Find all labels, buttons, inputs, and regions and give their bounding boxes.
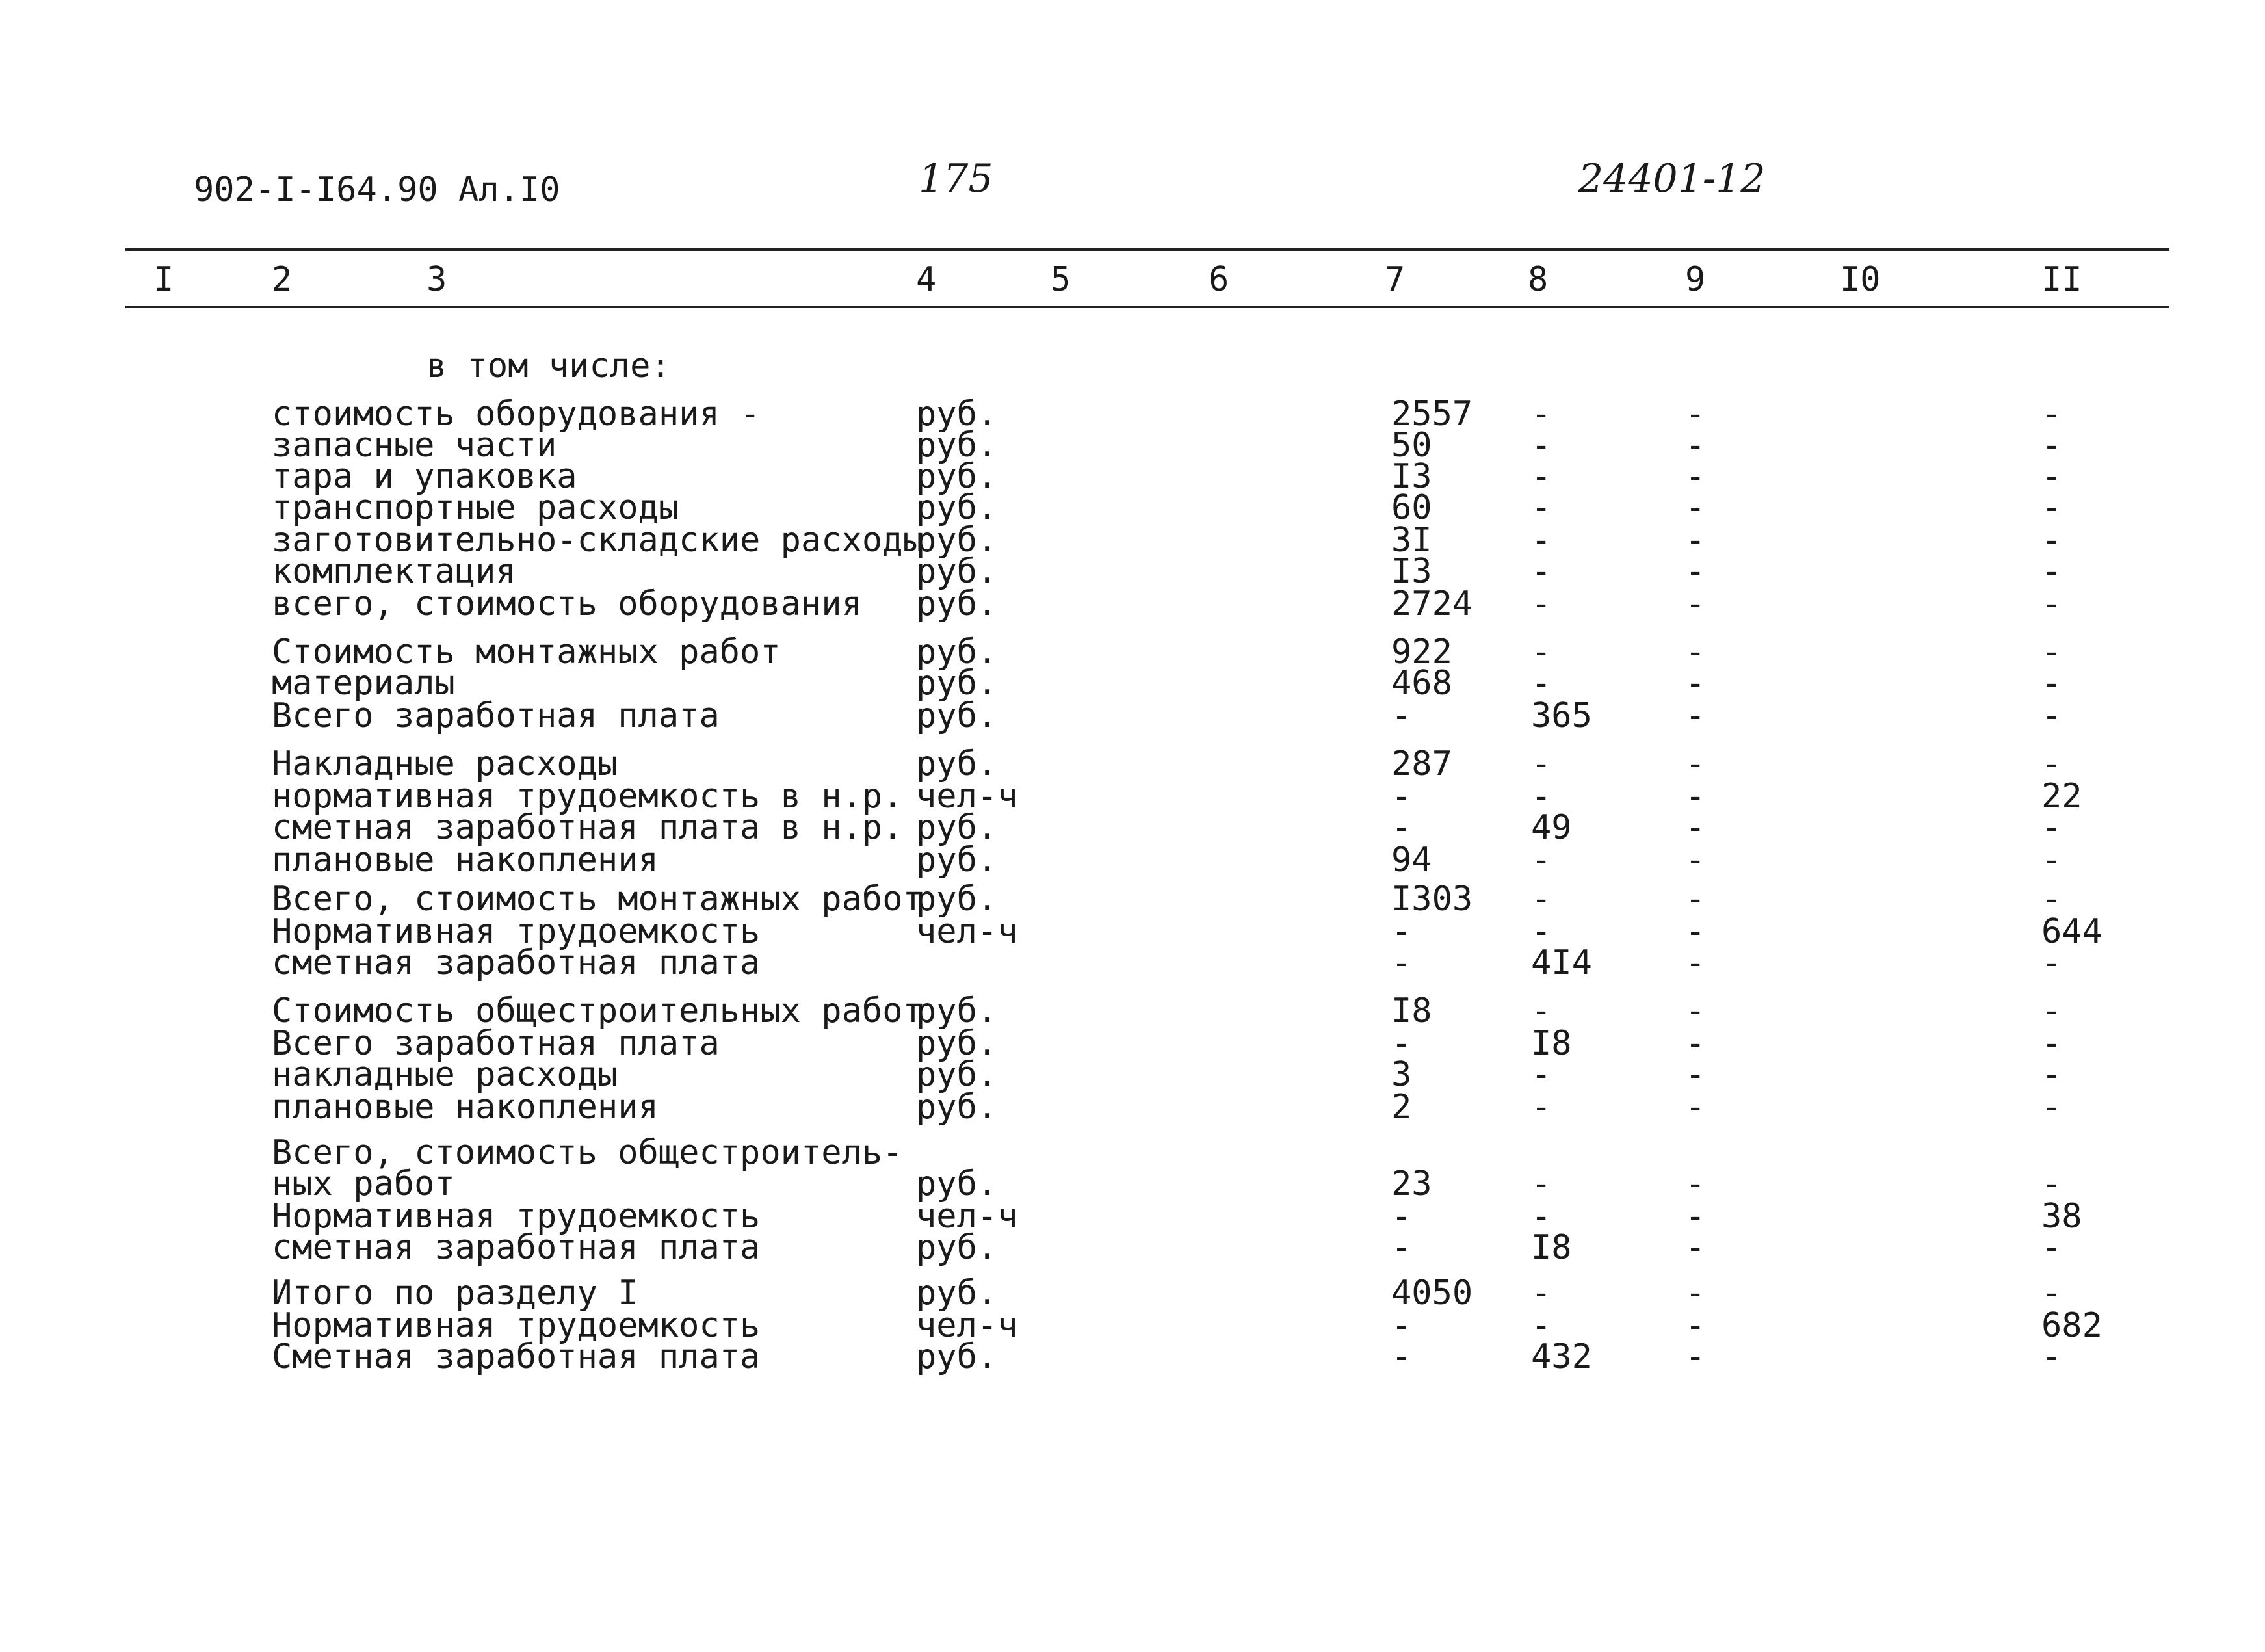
col7-value: 468 bbox=[1391, 664, 1452, 703]
col9-value: - bbox=[1685, 488, 1706, 527]
col7-value: - bbox=[1391, 912, 1412, 951]
row-name: Всего, стоимость монтажных работ bbox=[272, 880, 923, 919]
row-name: сметная заработная плата bbox=[272, 943, 761, 982]
row-name: транспортные расходы bbox=[272, 488, 679, 527]
row-name: ных работ bbox=[272, 1164, 455, 1203]
row-unit: руб. bbox=[916, 457, 998, 496]
column-number: 2 bbox=[272, 260, 293, 299]
col11-value: - bbox=[2041, 841, 2062, 880]
col9-value: - bbox=[1685, 521, 1706, 560]
col11-value: - bbox=[2041, 457, 2062, 496]
col11-value: - bbox=[2041, 426, 2062, 465]
col11-value: - bbox=[2041, 808, 2062, 847]
col7-value: - bbox=[1391, 777, 1412, 816]
col8-value: - bbox=[1531, 457, 1552, 496]
column-number: 6 bbox=[1209, 260, 1229, 299]
col8-value: - bbox=[1531, 1197, 1552, 1236]
table-row bbox=[0, 1055, 2265, 1094]
col7-value: 60 bbox=[1391, 488, 1432, 527]
col11-value: - bbox=[2041, 488, 2062, 527]
row-name: комплектация bbox=[272, 552, 516, 591]
row-unit: руб. bbox=[916, 426, 998, 465]
row-unit: руб. bbox=[916, 1024, 998, 1063]
col9-value: - bbox=[1685, 1274, 1706, 1313]
row-unit: руб. bbox=[916, 664, 998, 703]
col7-value: I3 bbox=[1391, 457, 1432, 496]
table-row bbox=[0, 991, 2265, 1030]
col9-value: - bbox=[1685, 1164, 1706, 1203]
row-unit: руб. bbox=[916, 633, 998, 672]
col11-value: 644 bbox=[2041, 912, 2102, 951]
col7-value: 3I bbox=[1391, 521, 1432, 560]
col9-value: - bbox=[1685, 457, 1706, 496]
col8-value: - bbox=[1531, 1164, 1552, 1203]
subheading: в том числе: bbox=[426, 347, 671, 386]
row-name: материалы bbox=[272, 664, 455, 703]
table-row bbox=[0, 696, 2265, 735]
col9-value: - bbox=[1685, 880, 1706, 919]
table-row bbox=[0, 880, 2265, 919]
top-rule bbox=[125, 248, 2169, 251]
row-name: тара и упаковка bbox=[272, 457, 577, 496]
column-number: 9 bbox=[1685, 260, 1706, 299]
col7-value: 2724 bbox=[1391, 584, 1473, 623]
col8-value: - bbox=[1531, 552, 1552, 591]
col9-value: - bbox=[1685, 1055, 1706, 1094]
col7-value: I8 bbox=[1391, 991, 1432, 1030]
row-unit: чел-ч bbox=[916, 912, 1018, 951]
col8-value: - bbox=[1531, 584, 1552, 623]
col11-value: - bbox=[2041, 552, 2062, 591]
row-unit: руб. bbox=[916, 1164, 998, 1203]
col11-value: - bbox=[2041, 1088, 2062, 1127]
col7-value: 4050 bbox=[1391, 1274, 1473, 1313]
col8-value: - bbox=[1531, 991, 1552, 1030]
table-row bbox=[0, 488, 2265, 527]
col7-value: 3 bbox=[1391, 1055, 1412, 1094]
col7-value: 94 bbox=[1391, 841, 1432, 880]
col11-value: - bbox=[2041, 943, 2062, 982]
col9-value: - bbox=[1685, 943, 1706, 982]
column-number-row bbox=[0, 260, 2265, 306]
row-unit: руб. bbox=[916, 1337, 998, 1376]
table-row bbox=[0, 1164, 2265, 1203]
row-unit: руб. bbox=[916, 991, 998, 1030]
col8-value: - bbox=[1531, 1055, 1552, 1094]
col9-value: - bbox=[1685, 664, 1706, 703]
row-unit: руб. bbox=[916, 521, 998, 560]
col7-value: 2557 bbox=[1391, 395, 1473, 434]
subheading-row bbox=[0, 347, 2265, 386]
header-bottom-rule bbox=[125, 306, 2169, 308]
row-name: Нормативная трудоемкость bbox=[272, 912, 761, 951]
col11-value: 38 bbox=[2041, 1197, 2082, 1236]
col9-value: - bbox=[1685, 841, 1706, 880]
col8-value: - bbox=[1531, 1274, 1552, 1313]
row-unit: руб. bbox=[916, 744, 998, 783]
row-name: Всего заработная плата bbox=[272, 696, 720, 735]
row-unit: руб. bbox=[916, 488, 998, 527]
row-name: Сметная заработная плата bbox=[272, 1337, 761, 1376]
col8-value: - bbox=[1531, 1306, 1552, 1345]
col7-value: 2 bbox=[1391, 1088, 1412, 1127]
col8-value: - bbox=[1531, 912, 1552, 951]
col11-value: - bbox=[2041, 664, 2062, 703]
row-unit: руб. bbox=[916, 1055, 998, 1094]
col11-value: - bbox=[2041, 991, 2062, 1030]
col9-value: - bbox=[1685, 808, 1706, 847]
col8-value: 4I4 bbox=[1531, 943, 1592, 982]
row-unit: руб. bbox=[916, 808, 998, 847]
registry-number: 24401-12 bbox=[1578, 156, 1766, 202]
col11-value: 682 bbox=[2041, 1306, 2102, 1345]
row-name: сметная заработная плата bbox=[272, 1228, 761, 1267]
row-name: Нормативная трудоемкость bbox=[272, 1306, 761, 1345]
col8-value: - bbox=[1531, 395, 1552, 434]
column-number: 7 bbox=[1385, 260, 1406, 299]
col8-value: - bbox=[1531, 426, 1552, 465]
col9-value: - bbox=[1685, 395, 1706, 434]
table-row bbox=[0, 664, 2265, 703]
col7-value: - bbox=[1391, 1024, 1412, 1063]
table-row bbox=[0, 1337, 2265, 1376]
col9-value: - bbox=[1685, 1337, 1706, 1376]
col8-value: 49 bbox=[1531, 808, 1572, 847]
column-number: I0 bbox=[1840, 260, 1881, 299]
col9-value: - bbox=[1685, 584, 1706, 623]
col8-value: - bbox=[1531, 777, 1552, 816]
col8-value: - bbox=[1531, 521, 1552, 560]
row-name: плановые накопления bbox=[272, 1088, 659, 1127]
col8-value: - bbox=[1531, 664, 1552, 703]
row-name: Стоимость общестроительных работ bbox=[272, 991, 923, 1030]
row-name: накладные расходы bbox=[272, 1055, 618, 1094]
table-row bbox=[0, 1228, 2265, 1267]
row-name: Стоимость монтажных работ bbox=[272, 633, 781, 672]
col8-value: 432 bbox=[1531, 1337, 1592, 1376]
col8-value: I8 bbox=[1531, 1024, 1572, 1063]
col11-value: - bbox=[2041, 880, 2062, 919]
col8-value: - bbox=[1531, 880, 1552, 919]
row-unit: руб. bbox=[916, 395, 998, 434]
col9-value: - bbox=[1685, 426, 1706, 465]
column-number: 5 bbox=[1051, 260, 1071, 299]
col7-value: 50 bbox=[1391, 426, 1432, 465]
col8-value: - bbox=[1531, 1088, 1552, 1127]
row-name: запасные части bbox=[272, 426, 557, 465]
column-number: 8 bbox=[1528, 260, 1549, 299]
col9-value: - bbox=[1685, 991, 1706, 1030]
row-name: Всего заработная плата bbox=[272, 1024, 720, 1063]
col9-value: - bbox=[1685, 1228, 1706, 1267]
row-name: стоимость оборудования - bbox=[272, 395, 761, 434]
row-name: Итого по разделу I bbox=[272, 1274, 638, 1313]
row-unit: руб. bbox=[916, 696, 998, 735]
col11-value: - bbox=[2041, 744, 2062, 783]
col11-value: - bbox=[2041, 633, 2062, 672]
column-number: I bbox=[153, 260, 174, 299]
col9-value: - bbox=[1685, 1197, 1706, 1236]
col7-value: - bbox=[1391, 696, 1412, 735]
row-name: сметная заработная плата в н.р. bbox=[272, 808, 903, 847]
col11-value: - bbox=[2041, 395, 2062, 434]
row-unit: руб. bbox=[916, 552, 998, 591]
col9-value: - bbox=[1685, 1306, 1706, 1345]
table-row bbox=[0, 744, 2265, 783]
row-unit: руб. bbox=[916, 1274, 998, 1313]
column-number: II bbox=[2041, 260, 2082, 299]
col11-value: - bbox=[2041, 1055, 2062, 1094]
col8-value: - bbox=[1531, 841, 1552, 880]
table-row bbox=[0, 1274, 2265, 1313]
col8-value: 365 bbox=[1531, 696, 1592, 735]
col11-value: - bbox=[2041, 521, 2062, 560]
document-code: 902-I-I64.90 Ал.I0 bbox=[194, 170, 560, 209]
col8-value: - bbox=[1531, 744, 1552, 783]
col11-value: - bbox=[2041, 696, 2062, 735]
col11-value: - bbox=[2041, 1274, 2062, 1313]
table-row bbox=[0, 1088, 2265, 1127]
col11-value: - bbox=[2041, 1024, 2062, 1063]
col11-value: - bbox=[2041, 1164, 2062, 1203]
row-unit: чел-ч bbox=[916, 777, 1018, 816]
col7-value: I303 bbox=[1391, 880, 1473, 919]
row-name: плановые накопления bbox=[272, 841, 659, 880]
col7-value: 23 bbox=[1391, 1164, 1432, 1203]
row-unit: чел-ч bbox=[916, 1306, 1018, 1345]
col8-value: - bbox=[1531, 488, 1552, 527]
col7-value: - bbox=[1391, 808, 1412, 847]
row-name: всего, стоимость оборудования bbox=[272, 584, 862, 623]
row-unit: руб. bbox=[916, 841, 998, 880]
col9-value: - bbox=[1685, 777, 1706, 816]
col9-value: - bbox=[1685, 696, 1706, 735]
row-name: заготовительно-складские расходы bbox=[272, 521, 923, 560]
col8-value: - bbox=[1531, 633, 1552, 672]
row-unit: руб. bbox=[916, 584, 998, 623]
table-row bbox=[0, 841, 2265, 880]
col9-value: - bbox=[1685, 552, 1706, 591]
row-unit: руб. bbox=[916, 880, 998, 919]
col9-value: - bbox=[1685, 1024, 1706, 1063]
col9-value: - bbox=[1685, 633, 1706, 672]
col11-value: - bbox=[2041, 1228, 2062, 1267]
row-unit: чел-ч bbox=[916, 1197, 1018, 1236]
col7-value: - bbox=[1391, 1228, 1412, 1267]
column-number: 4 bbox=[916, 260, 937, 299]
row-name: Нормативная трудоемкость bbox=[272, 1197, 761, 1236]
col9-value: - bbox=[1685, 1088, 1706, 1127]
col7-value: 287 bbox=[1391, 744, 1452, 783]
col7-value: - bbox=[1391, 1337, 1412, 1376]
table-row bbox=[0, 552, 2265, 591]
column-number: 3 bbox=[426, 260, 447, 299]
table-row bbox=[0, 584, 2265, 623]
col7-value: - bbox=[1391, 1306, 1412, 1345]
row-unit: руб. bbox=[916, 1228, 998, 1267]
table-row bbox=[0, 943, 2265, 982]
col11-value: 22 bbox=[2041, 777, 2082, 816]
row-name: Накладные расходы bbox=[272, 744, 618, 783]
col7-value: 922 bbox=[1391, 633, 1452, 672]
col7-value: - bbox=[1391, 1197, 1412, 1236]
col11-value: - bbox=[2041, 1337, 2062, 1376]
col8-value: I8 bbox=[1531, 1228, 1572, 1267]
col7-value: I3 bbox=[1391, 552, 1432, 591]
col11-value: - bbox=[2041, 584, 2062, 623]
table-row bbox=[0, 808, 2265, 847]
row-name: Всего, стоимость общестроитель- bbox=[272, 1133, 903, 1172]
col9-value: - bbox=[1685, 912, 1706, 951]
row-unit: руб. bbox=[916, 1088, 998, 1127]
col7-value: - bbox=[1391, 943, 1412, 982]
page-number: 175 bbox=[919, 156, 993, 202]
col9-value: - bbox=[1685, 744, 1706, 783]
row-name: нормативная трудоемкость в н.р. bbox=[272, 777, 903, 816]
